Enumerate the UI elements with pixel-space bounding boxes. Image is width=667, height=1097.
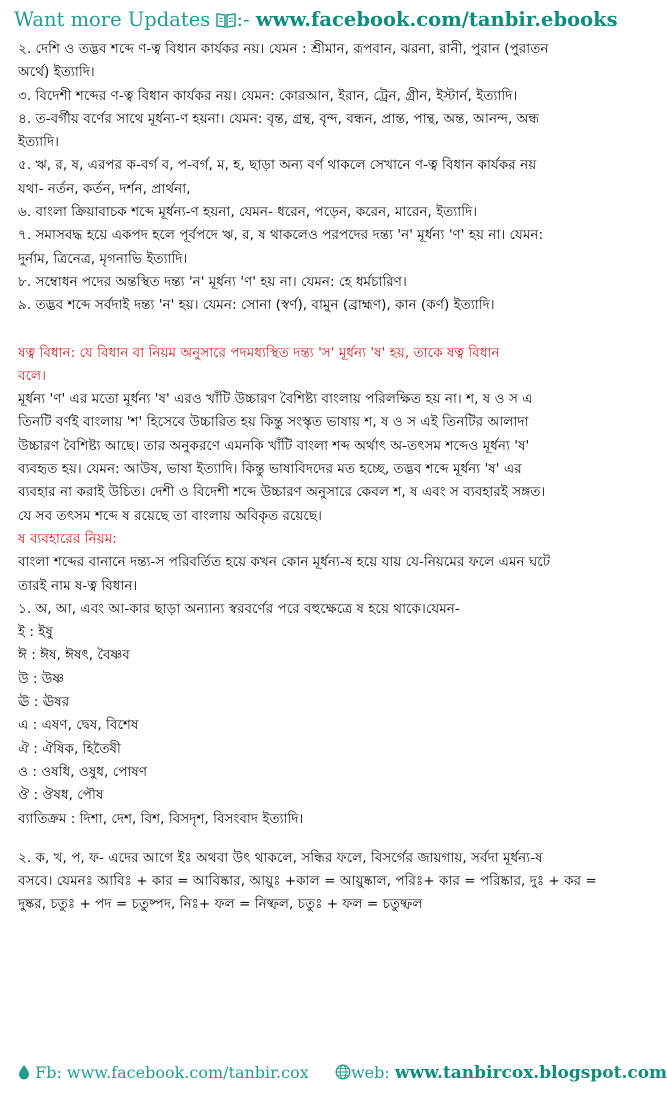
example-line: ঐ : ঐষিক, হিতৈষী (18, 740, 121, 757)
text-line: ৪. ত-বর্গীয় বর্ণের সাথে মূর্ধন্য-ণ হয়না। যেমন: বৃন্ত, গ্রন্থ, বৃন্দ, বন্ধন, প্রান্ত, পান্থ, অন্ত, আনন্দ, অন্ধ (18, 110, 540, 127)
footer-web-label: web: (350, 1063, 395, 1082)
header-prefix: Want more Updates (14, 8, 217, 31)
text-line: ৩. বিদেশী শব্দের ণ-ত্ব বিধান কার্যকর নয়। যেমন: কোরআন, ইরান, ট্রেন, গ্রীন, ইস্টার্ন, ইত্যাদি। (18, 87, 518, 104)
paragraph-line: তিনটি বর্ণই বাংলায় 'শ' হিসেবে উচ্চারিত হয় কিন্তু সংস্কৃত ভাষায় শ, ষ ও স এই তিনটির আলাদা (18, 414, 529, 431)
header-banner (14, 8, 618, 33)
footer-web-link[interactable]: www.tanbircox.blogspot.com (394, 1063, 667, 1083)
book-icon (216, 10, 236, 33)
intro-line: বাংলা শব্দের বানানে দন্ত্য-স পরিবর্তিত হয়ে কখন কোন মূর্ধন্য-ষ হয়ে যায় যে-নিয়মের ফলে এমন ঘটে (18, 554, 551, 571)
rule-1: ১. অ, আ, এবং আ-কার ছাড়া অন্যান্য স্বরবর্ণের পরে বহুক্ষেত্রে ষ হয়ে থাকে।যেমন- (18, 600, 460, 617)
text-line: ৯. তদ্ভব শব্দে সর্বদাই দন্ত্য 'ন' হয়। যেমন: সোনা (স্বর্ণ), বামুন (ব্রাহ্মণ), কান (কর্ণ) ইত্যাদি। (18, 297, 495, 314)
exception-line: ব্যাতিক্রম : দিশা, দেশ, বিশ, বিসদৃশ, বিসংবাদ ইত্যাদি। (18, 810, 304, 827)
facebook-drop-icon (18, 1064, 30, 1084)
example-line: উ : উষ্ণ (18, 670, 65, 687)
text-line: ৬. বাংলা ক্রিয়াবাচক শব্দে মূর্ধন্য-ণ হয়না, যেমন- ধরেন, পড়েন, করেন, মারেন, ইত্যাদি। (18, 204, 478, 221)
example-line: এ : এষণ, দ্বেষ, বিশেষ (18, 717, 139, 734)
example-line: ঈ : ঈষ, ঈষৎ, বৈষ্ণব (18, 647, 130, 664)
footer-banner (18, 1063, 667, 1084)
text-line: ৭. সমাসবদ্ধ হয়ে একপদ হলে পূর্বপদে ঋ, র, ষ থাকলেও পরপদের দন্ত্য 'ন' মূর্ধন্য 'ণ' হয় না। যেমন: (18, 227, 544, 244)
footer-facebook-link[interactable]: Fb: www.facebook.com/tanbir.cox (35, 1063, 309, 1082)
rules-heading: ষ ব্যবহারের নিয়ম: (18, 530, 117, 547)
paragraph-line: ব্যবহার না করাই উচিত। দেশী ও বিদেশী শব্দে উচ্চারণ অনুসারে কেবল শ, ষ এবং স ব্যবহারই সঙ্গত। (18, 484, 546, 501)
text-line: ২. দেশি ও তদ্ভব শব্দে ণ-ত্ব বিধান কার্যকর নয়। যেমন : শ্রীমান, রূপবান, ঝরনা, রানী, পুরান (পুরাতন (18, 41, 549, 57)
example-line: ঊ : ঊষর (18, 694, 70, 711)
intro-line: তারই নাম ষ-ত্ব বিধান। (18, 577, 138, 594)
document-body (18, 38, 626, 917)
paragraph-line: মূর্ধন্য 'ণ' এর মতো মূর্ধন্য 'ষ' এরও খাঁটি উচ্চারণ বৈশিষ্ট্য বাংলায় পরিলক্ষিত হয় না। শ, ষ ও স এ (18, 391, 533, 408)
shatva-definition: বলে। (18, 367, 47, 384)
text-line: ৫. ঋ, র, ষ, এরপর ক-বর্গ ব, প-বর্গ, ম, হ, ছাড়া অন্য বর্ণ থাকলে সেখানে ণ-ত্ব বিধান কার্যকর নয় (18, 157, 537, 174)
text-line: ৮. সম্বোধন পদের অন্তস্থিত দন্ত্য 'ন' মূর্ধন্য 'ণ' হয় না। যেমন: হে ধর্মচারিণ। (18, 273, 407, 290)
example-line: ঔ : ঔষধ, পৌষ (18, 787, 104, 804)
paragraph-line: যে সব তৎসম শব্দে ষ রয়েছে তা বাংলায় অবিকৃত রয়েছে। (18, 507, 322, 524)
rule-2: বসবে। যেমনঃ আবিঃ + কার = আবিষ্কার, আয়ুঃ +কাল = আয়ুষ্কাল, পরিঃ+ কার = পরিষ্কার, দুঃ + কর = (18, 873, 597, 890)
text-line: অর্থে) ইত্যাদি। (18, 64, 95, 81)
text-line: দুর্নাম, ত্রিনেত্র, মৃগনাভি ইত্যাদি। (18, 250, 188, 267)
paragraph-line: ব্যবহৃত হয়। যেমন: আউষ, ভাষা ইত্যাদি। কিন্তু ভাষাবিদদের মত হচ্ছে, তদ্ভব শব্দে মূর্ধন্য 'ষ' এর (18, 461, 522, 478)
text-line: ইত্যাদি। (18, 134, 60, 151)
shatva-definition: ষত্ব বিধান: যে বিধান বা নিয়ম অনুসারে পদমধ্যস্থিত দন্ত্য 'স' মূর্ধন্য 'ষ' হয়, তাকে ষত্ব বিধান (18, 344, 500, 361)
example-line: ই : ইষু (18, 624, 53, 641)
paragraph-line: উচ্চারণ বৈশিষ্ট্য আছে। তার অনুকরণে এমনকি খাঁটি বাংলা শব্দ অর্থাৎ অ-তৎসম শব্দেও মূর্ধন্য 'ষ' (18, 437, 530, 454)
rule-2: দুষ্কর, চতুঃ + পদ = চতুষ্পদ, নিঃ+ ফল = নিষ্ফল, চতুঃ + ফল = চতুষ্ফল (18, 896, 423, 913)
text-line: যথা- নর্তন, কর্তন, দর্শন, প্রার্থনা, (18, 180, 191, 197)
header-link[interactable]: www.facebook.com/tanbir.ebooks (255, 8, 618, 31)
example-line: ও : ওষধি, ওষুধ, পোষণ (18, 763, 148, 780)
rule-2: ২. ক, খ, প, ফ- এদের আগে ইঃ অথবা উৎ থাকলে, সন্ধির ফলে, বিসর্গের জায়গায়, সর্বদা মূর্ধন্য-ষ (18, 849, 543, 866)
globe-icon (335, 1064, 351, 1084)
header-separator: :- (236, 8, 256, 31)
